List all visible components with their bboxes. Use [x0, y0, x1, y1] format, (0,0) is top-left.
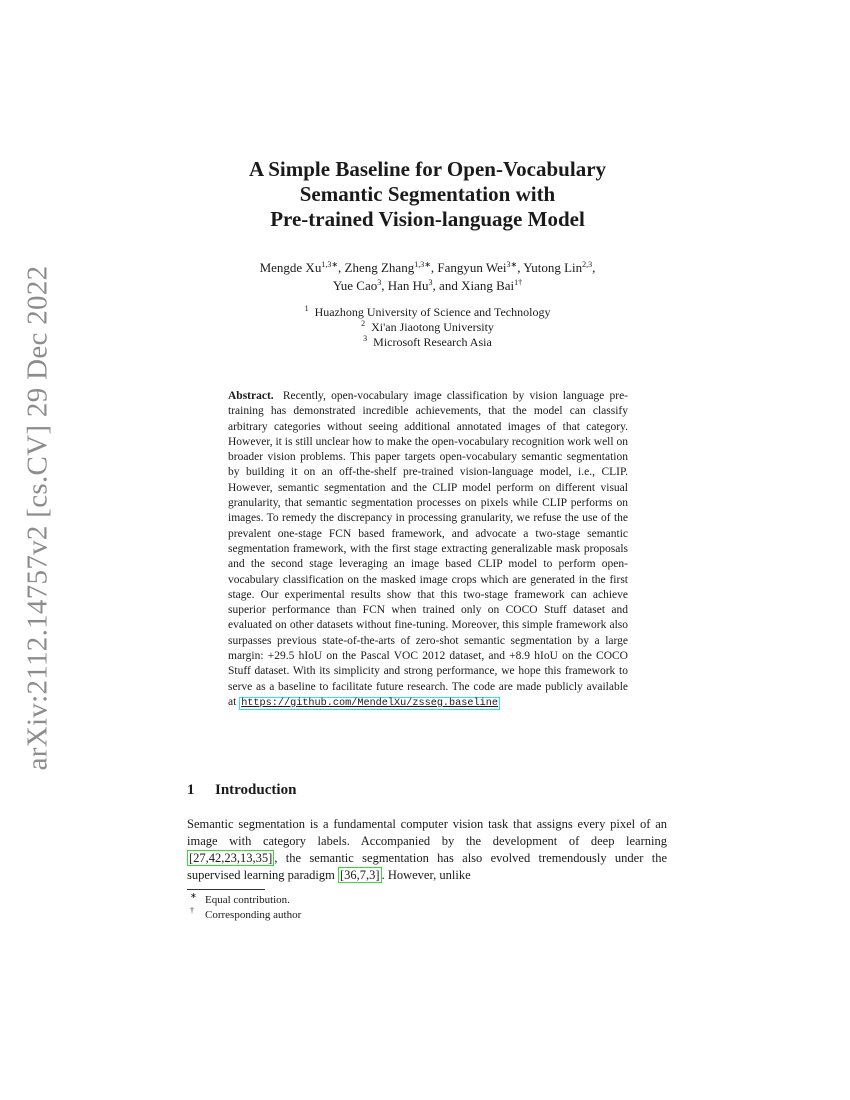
footnotes	[190, 893, 301, 923]
affiliation-name: Microsoft Research Asia	[373, 335, 492, 349]
author-name: Zheng Zhang	[344, 260, 415, 275]
author-affiliation-mark: 1†	[514, 278, 523, 287]
footnote-text: Corresponding author	[205, 909, 302, 921]
affiliation-number: 3	[363, 334, 368, 343]
section-number: 1	[187, 782, 195, 798]
author-separator: , and	[432, 278, 462, 293]
abstract-text: Recently, open-vocabulary image classification by vision language pre-training has demonstrated incredible achievements, that the model can classify arbitrary categories without seeing additional annotated images of that category. However, it is still unclear how to make the open-vocabulary recognition work well on broader vision problems. This paper targets open-vocabulary semantic segmentation by building it on an off-the-shelf pre-trained vision-language model, i.e., CLIP. However, semantic segmentation and the CLIP model perform on different visual granularity, that semantic segmentation processes on pixels while CLIP performs on images. To remedy the discrepancy in processing granularity, we refuse the use of the prevalent one-stage FCN based framework, and advocate a two-stage semantic segmentation framework, with the first stage extracting generalizable mask proposals and the second stage leveraging an image based CLIP model to perform open-vocabulary classification on the masked image crops which are generated in the first stage. Our experimental results show that this two-stage framework can achieve superior performance than FCN when trained only on COCO Stuff dataset and evaluated on other datasets without fine-tuning. Moreover, this simple framework also surpasses previous state-of-the-arts of zero-shot semantic segmentation by a large margin: +29.5 hIoU on the Pascal VOC 2012 dataset, and +8.9 hIoU on the COCO Stuff dataset. With its simplicity and strong performance, we hope this framework to serve as a baseline to facilitate future research. The code are made publicly available at	[228, 390, 629, 708]
author-name: Xiang Bai	[461, 278, 515, 293]
affiliation-list	[180, 305, 675, 350]
section-heading-introduction	[187, 782, 296, 799]
author-name: Mengde Xu	[259, 260, 322, 275]
author-name: Fangyun Wei	[437, 260, 507, 275]
author-separator: ,	[592, 260, 596, 275]
title-line: A Simple Baseline for Open-Vocabulary	[248, 157, 607, 181]
author-affiliation-mark: 3∗	[506, 260, 518, 269]
footnote-text: Equal contribution.	[205, 894, 290, 906]
footnote: ∗ Equal contribution.	[190, 891, 290, 906]
author-affiliation-mark: 3	[428, 278, 433, 287]
author-name: Yue Cao	[332, 278, 378, 293]
citation-link[interactable]: [27,42,23,13,35]	[189, 851, 273, 865]
author-name: Yutong Lin	[523, 260, 583, 275]
author-separator: ,	[338, 260, 345, 275]
introduction-paragraph	[187, 816, 667, 884]
affiliation-number: 1	[304, 304, 309, 313]
citation-link[interactable]: [36,7,3]	[340, 868, 380, 882]
intro-text: Semantic segmentation is a fundamental computer vision task that assigns every pixel of an image with category labels. Accompanied by the development of deep learning	[187, 817, 667, 848]
section-title: Introduction	[215, 782, 297, 798]
paper-title	[180, 157, 675, 232]
author-separator: ,	[430, 260, 438, 275]
footnote: † Corresponding author	[190, 906, 302, 921]
title-line: Semantic Segmentation with	[299, 182, 556, 206]
abstract-label: Abstract.	[228, 390, 274, 402]
affiliation	[180, 305, 675, 320]
author-affiliation-mark: 1,3∗	[321, 260, 339, 269]
arxiv-identifier-stamp: arXiv:2112.14757v2 [cs.CV] 29 Dec 2022	[21, 265, 54, 771]
code-repository-link[interactable]: https://github.com/MendelXu/zsseg.baseline	[241, 697, 498, 709]
author-name: Han Hu	[387, 278, 429, 293]
author-separator: ,	[381, 278, 388, 293]
intro-text: , the semantic segmentation has also evolved tremendously under the supervised learning paradigm	[187, 851, 667, 882]
affiliation	[180, 335, 675, 350]
author-separator: ,	[517, 260, 524, 275]
abstract	[228, 389, 628, 711]
affiliation-name: Huazhong University of Science and Technology	[314, 305, 551, 319]
affiliation-name: Xi'an Jiaotong University	[371, 320, 494, 334]
title-line: Pre-trained Vision-language Model	[270, 207, 585, 231]
footnote-divider	[187, 889, 265, 890]
author-affiliation-mark: 2,3	[582, 260, 593, 269]
author-list	[180, 259, 675, 295]
author-affiliation-mark: 1,3∗	[414, 260, 431, 269]
intro-text: . However, unlike	[381, 868, 471, 882]
author-affiliation-mark: 3	[377, 278, 382, 287]
affiliation-number: 2	[361, 319, 366, 328]
affiliation	[180, 320, 675, 335]
